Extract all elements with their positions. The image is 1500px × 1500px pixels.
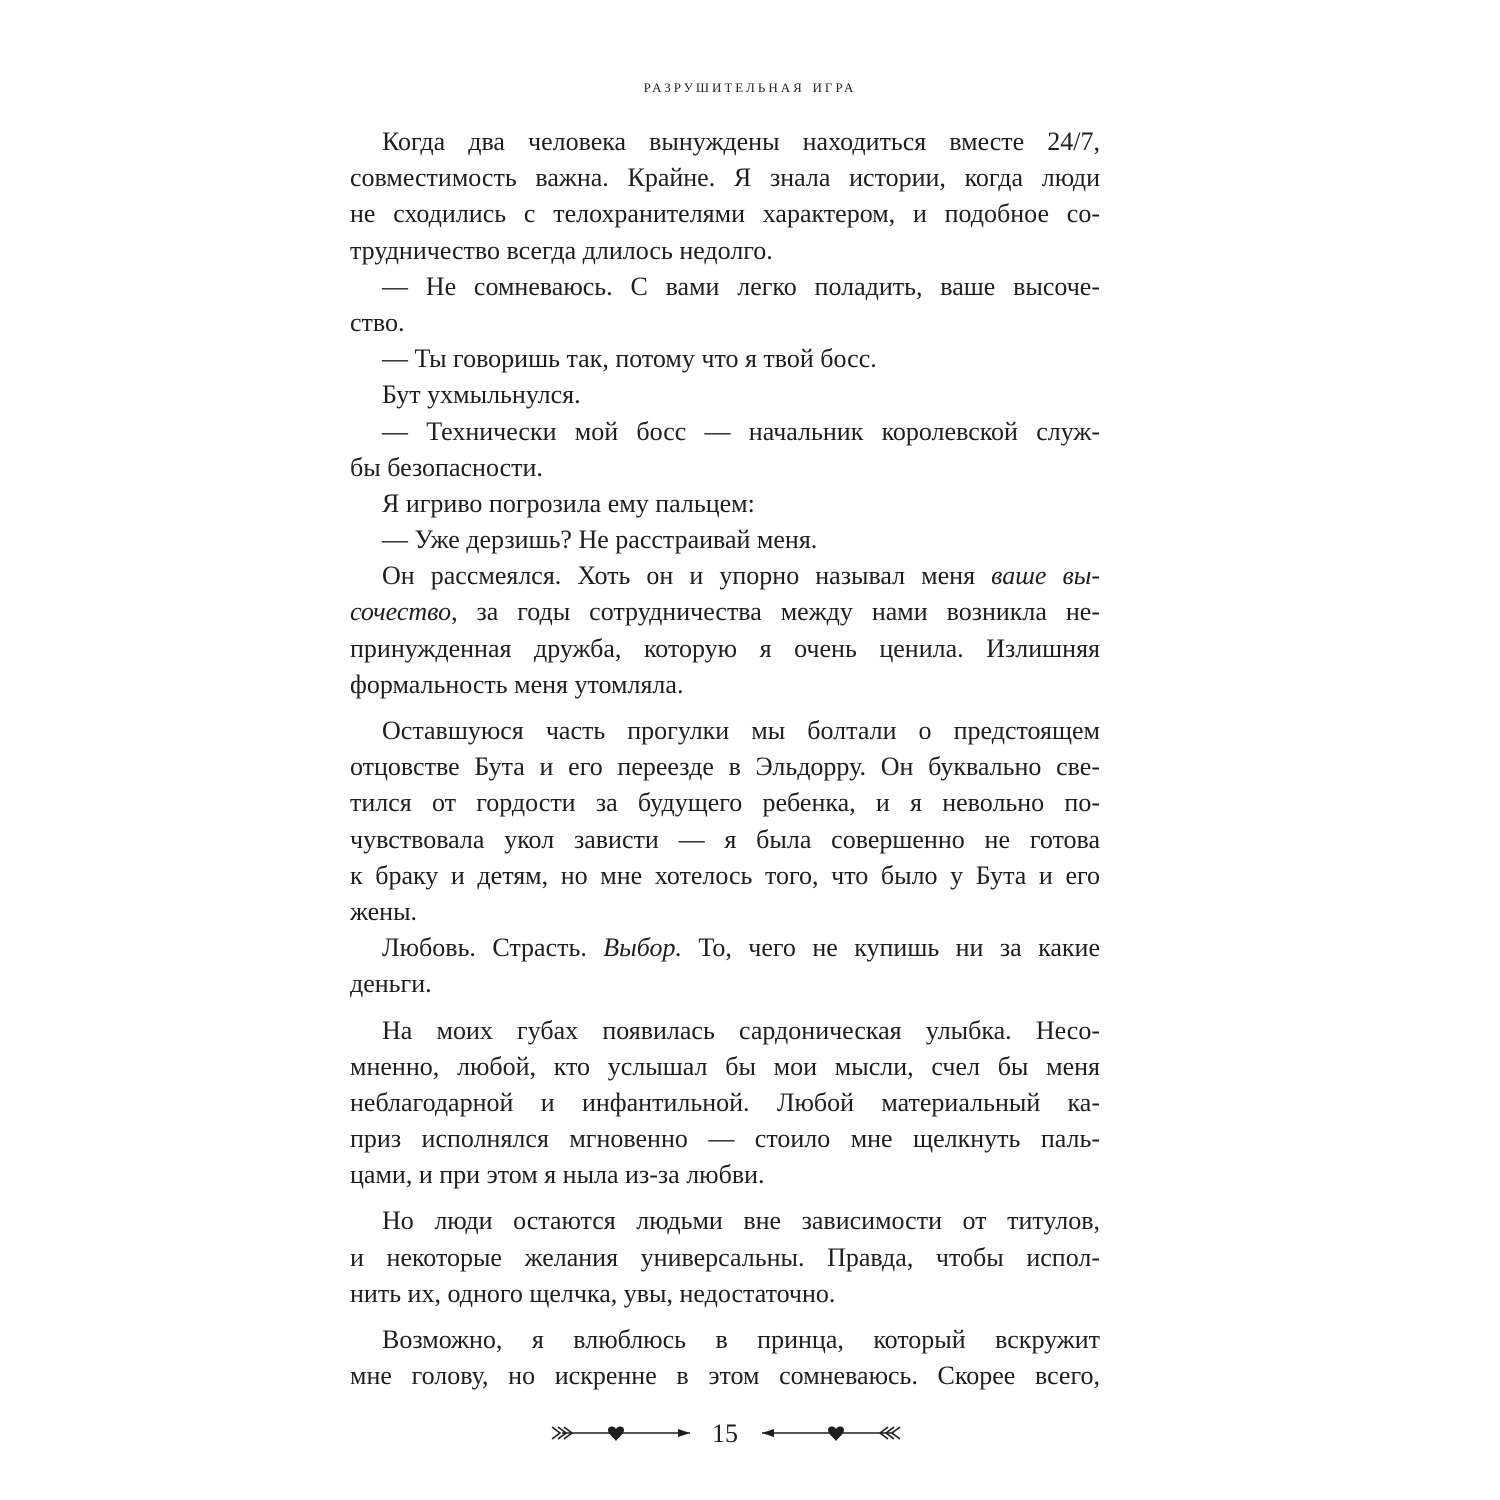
text-line: — Технически мой босс — начальник королевской служ-: [382, 416, 1100, 446]
text-line: и некоторые желания универсальны. Правда, чтобы испол-: [350, 1242, 1100, 1272]
text-line: цами, и при этом я ныла из-за любви.: [350, 1160, 765, 1190]
text-line: — Не сомневаюсь. С вами легко поладить, ваше высоче-: [382, 271, 1100, 301]
text-line: жены.: [350, 896, 418, 926]
text-span: То, чего не купишь ни за какие: [682, 933, 1100, 963]
italic-text: сочество: [350, 597, 452, 627]
text-line: — Уже дерзишь? Не расстраивай меня.: [382, 525, 818, 555]
text-line: Я игриво погрозила ему пальцем:: [382, 488, 755, 518]
text-line: Возможно, я влюблюсь в принца, который вскружит: [382, 1325, 1100, 1354]
text-line: [350, 594, 1100, 630]
text-line: [350, 930, 1100, 966]
text-line: нить их, одного щелчка, увы, недостаточно.: [350, 1278, 836, 1308]
running-head: разрушительная игра: [643, 76, 857, 97]
text-line: Когда два человека вынуждены находиться вместе 24/7,: [382, 127, 1100, 156]
text-line: Но люди остаются людьми вне зависимости от титулов,: [382, 1206, 1100, 1236]
text-line: принужденная дружба, которую я очень ценила. Излишняя: [350, 633, 1100, 663]
text-line: чувствовала укол зависти — я была совершенно не готова: [350, 824, 1100, 854]
text-line: формальность меня утомляла.: [350, 669, 684, 699]
text-span: , за годы сотрудничества между нами возникла не-: [451, 597, 1100, 627]
text-line: отцовстве Бута и его переезде в Эльдорру. Он буквально све-: [350, 752, 1100, 782]
text-line: деньги.: [350, 969, 432, 999]
text-line: Бут ухмыльнулся.: [382, 380, 581, 410]
page-footer: [0, 1415, 1500, 1455]
text-line: На моих губах появилась сардоническая улыбка. Несо-: [382, 1015, 1100, 1045]
text-line: не сходились с телохранителями характером, и подобное со-: [350, 199, 1100, 229]
arrow-heart-ornament-left-icon: [550, 1415, 700, 1455]
arrow-heart-ornament-right-icon: [752, 1415, 902, 1455]
text-line: тился от гордости за будущего ребенка, и я невольно по-: [350, 788, 1100, 818]
text-line: — Ты говоришь так, потому что я твой босс.: [382, 344, 877, 374]
text-line: совместимость важна. Крайне. Я знала истории, когда люди: [350, 163, 1100, 193]
text-line: неблагодарной и инфантильной. Любой материальный ка-: [350, 1087, 1100, 1117]
text-line: трудничество всегда длилось недолго.: [350, 235, 773, 265]
text-line: Оставшуюся часть прогулки мы болтали о предстоящем: [382, 716, 1100, 745]
text-span: Любовь. Страсть.: [382, 933, 604, 963]
page-number: 15: [712, 1419, 738, 1448]
text-line: [350, 558, 1100, 594]
text-line: мненно, любой, кто услышал бы мои мысли, счел бы меня: [350, 1051, 1100, 1081]
italic-text: Выбор.: [603, 933, 682, 963]
body-text: [350, 124, 1100, 1394]
text-line: бы безопасности.: [350, 452, 543, 482]
text-line: мне голову, но искренне в этом сомневаюсь. Скорее всего,: [350, 1361, 1100, 1391]
text-span: Он рассмеялся. Хоть он и упорно называл меня: [382, 561, 992, 591]
text-line: к браку и детям, но мне хотелось того, что было у Бута и его: [350, 860, 1100, 890]
text-line: приз исполнялся мгновенно — стоило мне щелкнуть паль-: [350, 1124, 1100, 1154]
text-line: ство.: [350, 307, 405, 337]
italic-text: ваше вы-: [991, 561, 1100, 591]
